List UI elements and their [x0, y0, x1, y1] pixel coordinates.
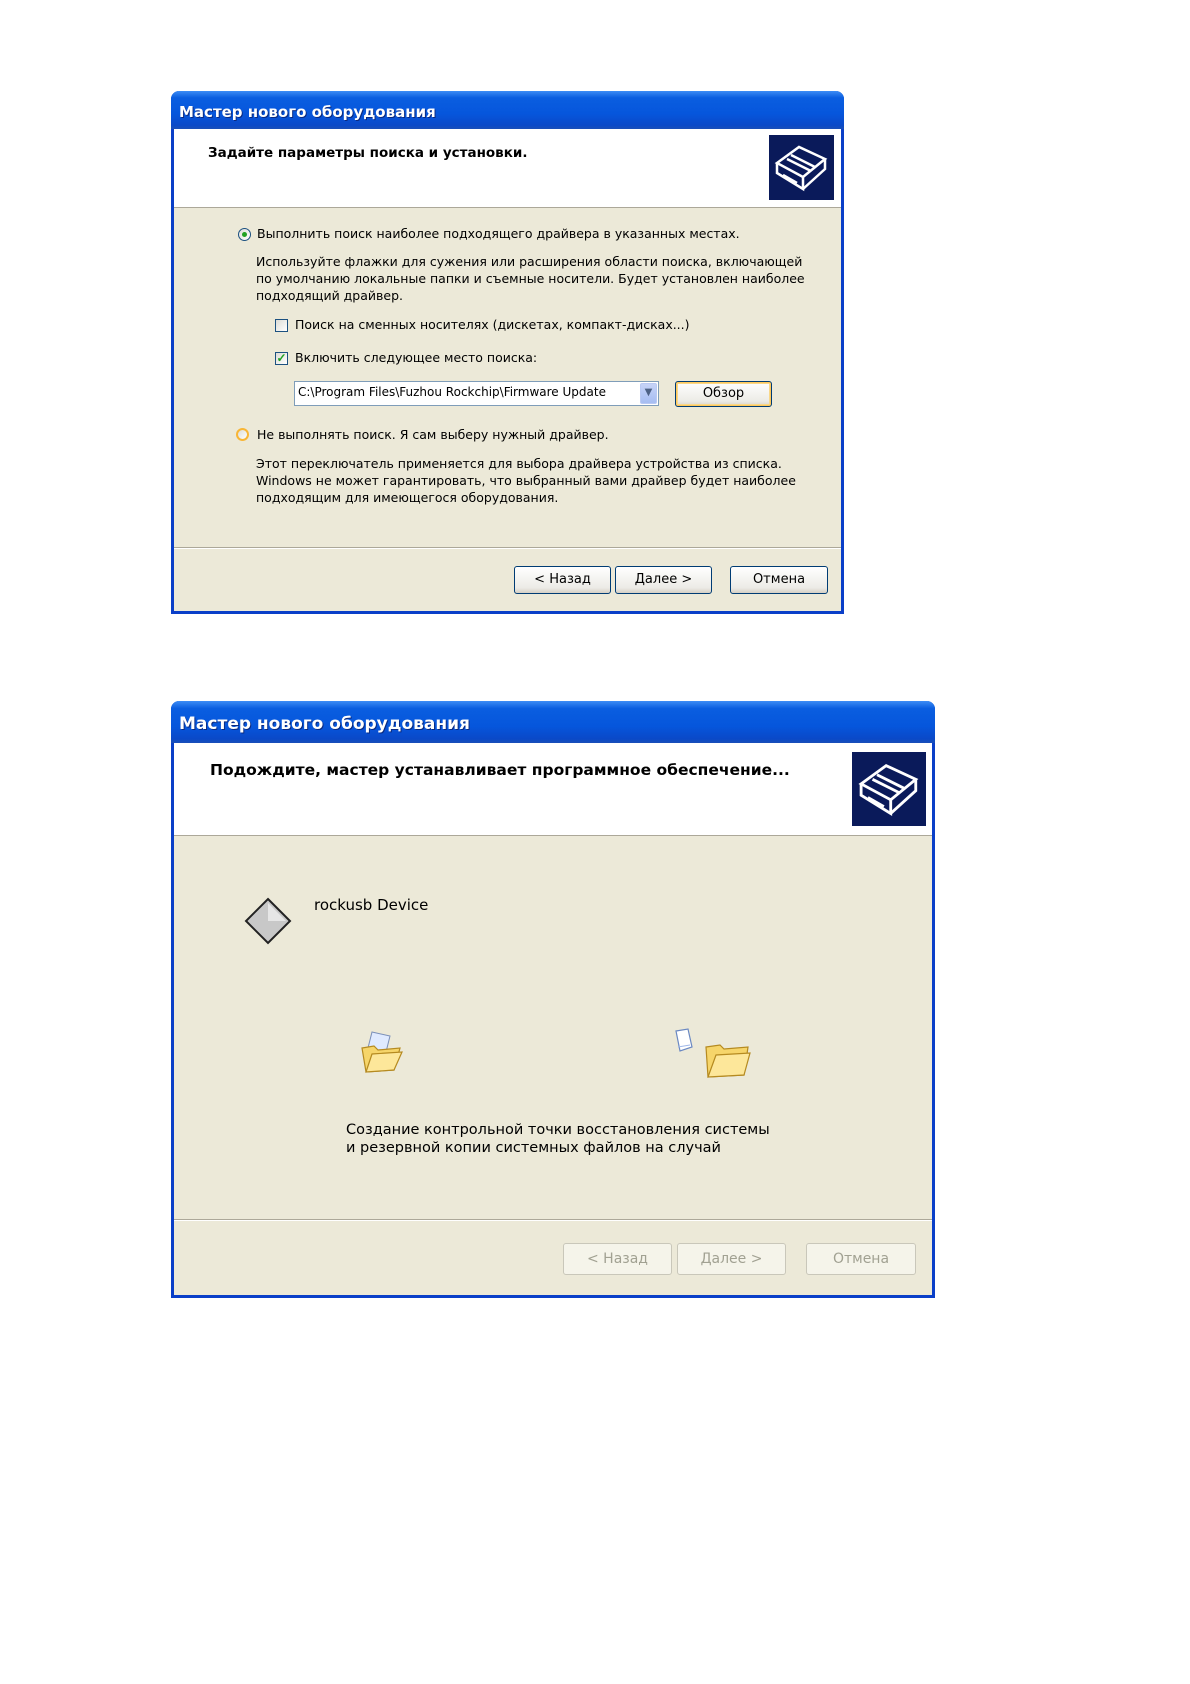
header-title: Задайте параметры поиска и установки. — [208, 145, 528, 161]
title-bar[interactable] — [171, 701, 935, 743]
header-title: Подождите, мастер устанавливает программное обеспечение... — [210, 761, 790, 779]
folder-source-icon — [360, 1028, 404, 1074]
device-name: rockusb Device — [314, 896, 429, 914]
next-button-label: Далее > — [634, 572, 693, 587]
include-location-checkbox[interactable]: ✓ — [276, 351, 287, 365]
wizard-dialog-search-options — [171, 91, 844, 614]
removable-media-label[interactable]: Поиск на сменных носителях (дискетах, компакт-дисках...) — [295, 317, 690, 332]
chevron-down-icon[interactable]: ▼ — [640, 383, 657, 404]
manual-description-line-1: Этот переключатель применяется для выбора драйвера устройства из списка. — [256, 456, 782, 471]
back-button-label: < Назад — [534, 572, 591, 587]
browse-button[interactable] — [675, 381, 772, 407]
include-location-label[interactable]: Включить следующее место поиска: — [295, 350, 538, 365]
browse-button-label: Обзор — [702, 386, 745, 401]
manual-description-line-3: подходящим для имеющегося оборудования. — [256, 490, 559, 505]
title-bar[interactable] — [171, 91, 844, 129]
next-button-label: Далее > — [700, 1251, 763, 1267]
search-location-value[interactable]: C:\Program Files\Fuzhou Rockchip\Firmware Update — [298, 385, 606, 399]
cancel-button[interactable] — [730, 566, 828, 594]
search-option-label[interactable]: Выполнить поиск наиболее подходящего драйвера в указанных местах. — [257, 226, 740, 241]
search-description-line-3: подходящий драйвер. — [256, 288, 403, 303]
status-line-2: и резервной копии системных файлов на случай — [346, 1140, 721, 1156]
back-button[interactable] — [563, 1243, 672, 1275]
manual-option-label[interactable]: Не выполнять поиск. Я сам выберу нужный драйвер. — [257, 427, 609, 442]
window-title: Мастер нового оборудования — [179, 714, 470, 734]
folder-destination-icon — [704, 1039, 752, 1079]
status-line-1: Создание контрольной точки восстановления системы — [346, 1122, 770, 1138]
next-button[interactable] — [677, 1243, 786, 1275]
wizard-header — [174, 129, 841, 208]
search-location-combobox[interactable] — [294, 381, 659, 406]
cancel-button-label: Отмена — [752, 572, 806, 587]
flying-file-icon — [672, 1027, 696, 1055]
cancel-button-label: Отмена — [832, 1251, 890, 1267]
window-title: Мастер нового оборудования — [179, 103, 436, 121]
manual-description-line-2: Windows не может гарантировать, что выбранный вами драйвер будет наиболее — [256, 473, 796, 488]
hardware-wizard-icon — [852, 752, 926, 826]
next-button[interactable] — [615, 566, 712, 594]
wizard-dialog-installing — [171, 701, 935, 1298]
hardware-wizard-icon — [769, 135, 834, 200]
footer-separator — [174, 1219, 932, 1221]
manual-option-radio[interactable] — [236, 428, 249, 441]
wizard-header — [174, 743, 932, 836]
back-button[interactable] — [514, 566, 611, 594]
cancel-button[interactable] — [806, 1243, 916, 1275]
footer-separator — [174, 547, 841, 549]
removable-media-checkbox[interactable] — [275, 319, 288, 332]
back-button-label: < Назад — [587, 1251, 648, 1267]
device-icon — [244, 897, 292, 945]
search-description-line-2: по умолчанию локальные папки и съемные носители. Будет установлен наиболее — [256, 271, 805, 286]
search-option-radio[interactable] — [238, 228, 251, 241]
search-description-line-1: Используйте флажки для сужения или расширения области поиска, включающей — [256, 254, 803, 269]
